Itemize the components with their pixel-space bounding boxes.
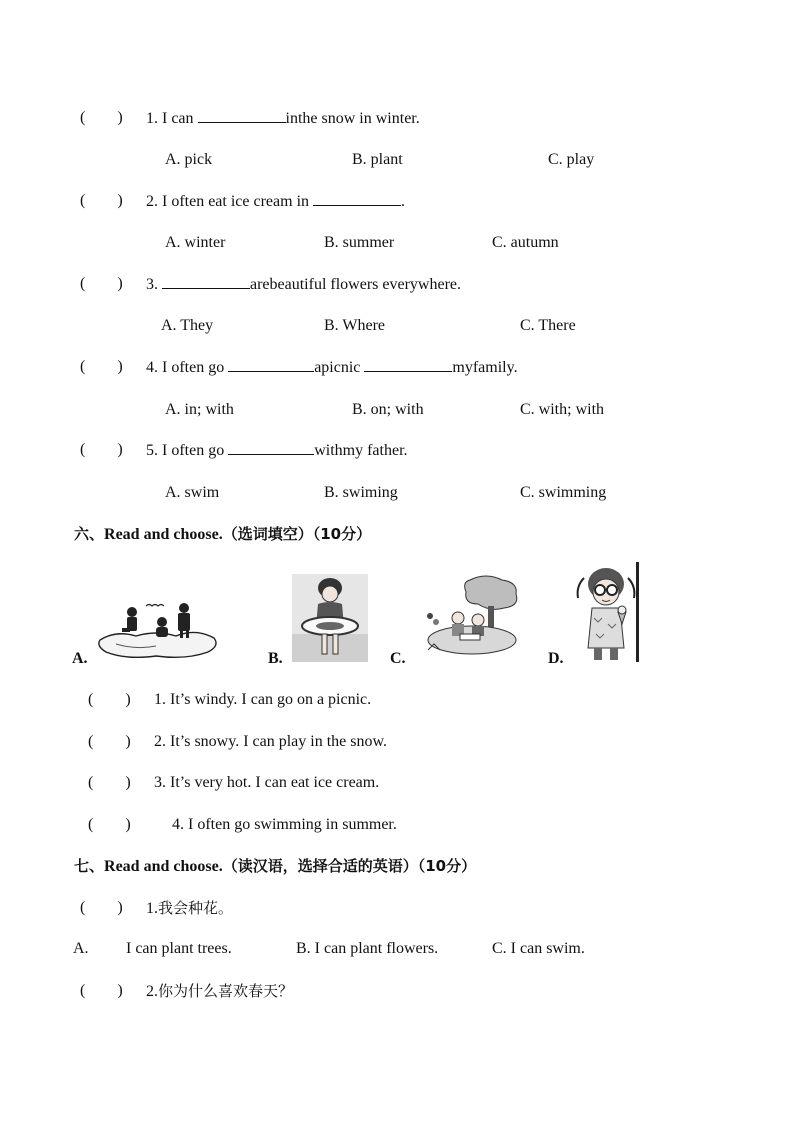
answer-paren[interactable]: ( ) [80, 109, 123, 126]
answer-blank[interactable] [364, 357, 452, 372]
section-heading [74, 524, 371, 545]
answer-paren[interactable]: ( ) [80, 192, 123, 209]
question-text: 2. It’s snowy. I can play in the snow. [154, 733, 387, 750]
picture-label: B. [268, 650, 283, 667]
option-a[interactable]: A. in; with [165, 401, 234, 418]
answer-paren[interactable]: ( ) [80, 358, 123, 375]
answer-paren[interactable]: ( ) [80, 899, 123, 916]
question-chinese: 我会种花。 [158, 899, 234, 917]
question-text-post: . [401, 193, 406, 210]
option-b[interactable]: B. swiming [324, 484, 398, 501]
question-text-pre: I often eat ice cream in [162, 193, 310, 210]
picture-label: A. [72, 650, 88, 667]
answer-paren[interactable]: ( ) [88, 816, 131, 833]
option-a[interactable]: A. They [161, 317, 214, 334]
answer-blank[interactable] [313, 191, 401, 206]
heading-chinese: （选词填空）（10分） [222, 525, 372, 543]
option-b[interactable]: B. I can plant flowers. [296, 940, 439, 957]
option-b[interactable]: B. plant [352, 151, 403, 168]
heading-number: 六、 [74, 525, 105, 543]
option-a-label[interactable]: A. [73, 940, 89, 957]
question-number: 2. [146, 983, 158, 1000]
question-number: 2. [146, 193, 158, 210]
question-text-post: inthe snow in winter. [285, 110, 420, 127]
heading-number: 七、 [74, 857, 105, 875]
answer-paren[interactable]: ( ) [88, 691, 131, 708]
question-text-post: arebeautiful flowers everywhere. [250, 276, 461, 293]
picnic-picture [420, 574, 520, 660]
option-c[interactable]: C. play [548, 151, 595, 168]
answer-paren[interactable]: ( ) [88, 774, 131, 791]
answer-paren[interactable]: ( ) [80, 275, 123, 292]
answer-blank[interactable] [162, 274, 250, 289]
option-a[interactable]: A. winter [165, 234, 226, 251]
option-c[interactable]: C. I can swim. [492, 940, 585, 957]
answer-blank[interactable] [198, 108, 286, 123]
option-b[interactable]: B. Where [324, 317, 386, 334]
question-number: 1. [146, 110, 158, 127]
question-text-pre: I often go [162, 442, 225, 459]
question-text-pre: I often go [162, 359, 225, 376]
question-text: 4. I often go swimming in summer. [172, 816, 397, 833]
swimming-girl-picture [292, 574, 368, 662]
snow-play-picture [96, 600, 220, 662]
option-a[interactable]: I can plant trees. [126, 940, 232, 957]
option-a[interactable]: A. swim [165, 484, 220, 501]
question-text-pre: I can [162, 110, 194, 127]
question-text: 3. It’s very hot. I can eat ice cream. [154, 774, 380, 791]
option-c[interactable]: C. swimming [520, 484, 607, 501]
answer-blank[interactable] [228, 357, 314, 372]
option-c[interactable]: C. autumn [492, 234, 559, 251]
option-c[interactable]: C. with; with [520, 401, 605, 418]
heading-english: Read and choose. [104, 526, 223, 543]
question-number: 5. [146, 442, 158, 459]
answer-paren[interactable]: ( ) [80, 982, 123, 999]
answer-blank[interactable] [228, 440, 314, 455]
picture-label: D. [548, 650, 564, 667]
question-number: 3. [146, 276, 158, 293]
ice-cream-girl-picture [574, 562, 640, 662]
option-a[interactable]: A. pick [165, 151, 213, 168]
question-text-post: myfamily. [452, 359, 518, 376]
question-text-post: withmy father. [314, 442, 408, 459]
question-chinese: 你为什么喜欢春天？ [158, 982, 294, 1000]
answer-paren[interactable]: ( ) [88, 733, 131, 750]
option-c[interactable]: C. There [520, 317, 576, 334]
heading-english: Read and choose. [104, 858, 223, 875]
heading-chinese: （读汉语，选择合适的英语）（10分） [222, 857, 477, 875]
picture-label: C. [390, 650, 406, 667]
question-text: 1. It’s windy. I can go on a picnic. [154, 691, 372, 708]
question-number: 4. [146, 359, 158, 376]
option-b[interactable]: B. summer [324, 234, 395, 251]
section-heading [74, 856, 476, 877]
question-text-mid: apicnic [314, 359, 361, 376]
question-number: 1. [146, 900, 158, 917]
option-b[interactable]: B. on; with [352, 401, 424, 418]
answer-paren[interactable]: ( ) [80, 441, 123, 458]
